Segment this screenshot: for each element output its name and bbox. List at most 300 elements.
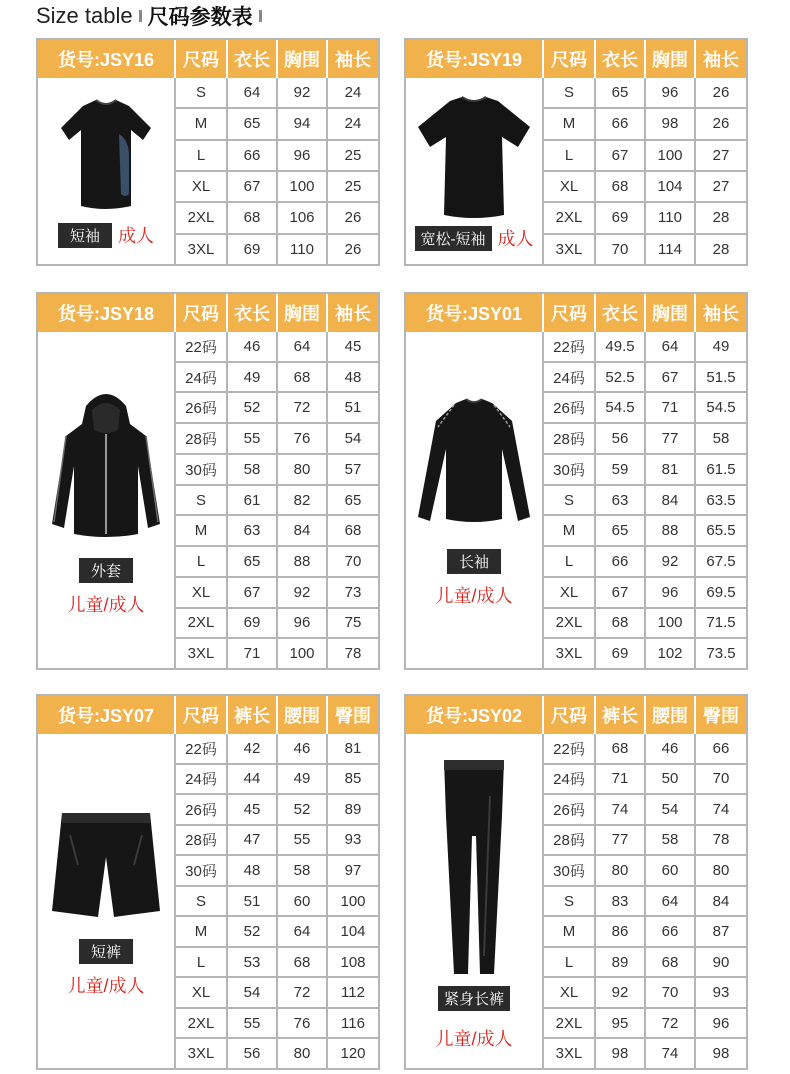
cell: 100: [340, 892, 366, 910]
table-row: [176, 639, 378, 668]
cell-size: 28码: [176, 826, 228, 855]
cell: 54: [344, 430, 362, 448]
product-code: 货号:JSY07: [38, 696, 176, 734]
col-header: 衣长: [596, 40, 646, 78]
cell: 68: [596, 734, 646, 763]
cell: 26: [344, 240, 362, 258]
cell: 83: [596, 887, 646, 916]
cell: 57: [344, 460, 362, 478]
table-row: [176, 609, 378, 640]
cell-size: 24码: [544, 363, 596, 392]
product-image-area: [38, 332, 176, 668]
cell: 106: [278, 203, 328, 232]
cell-size: M: [176, 109, 228, 138]
cell: 52: [278, 795, 328, 824]
cell: 68: [646, 948, 696, 977]
cell: 86: [596, 917, 646, 946]
cell: 65: [228, 547, 278, 576]
loose-tshirt-icon: [414, 91, 534, 221]
cell: 68: [596, 172, 646, 201]
cell: 77: [596, 826, 646, 855]
cell: 102: [646, 639, 696, 668]
cell: 93: [712, 984, 730, 1002]
col-header: 尺码: [544, 294, 596, 332]
table-row: [544, 486, 746, 517]
long-sleeve-shirt-icon: [414, 393, 534, 533]
cell: 49: [228, 363, 278, 392]
col-header: 衣长: [596, 294, 646, 332]
product-tag: 紧身长裤: [438, 986, 510, 1011]
cell: 74: [712, 800, 730, 818]
table-row: [176, 887, 378, 918]
size-table-jsy19: [404, 38, 748, 266]
col-header: 臀围: [703, 706, 739, 726]
cell: 82: [278, 486, 328, 515]
cell-size: S: [176, 486, 228, 515]
cell: 64: [278, 917, 328, 946]
cell: 80: [278, 1039, 328, 1068]
table-row: [176, 455, 378, 486]
cell: 71: [228, 639, 278, 668]
table-header: [38, 40, 378, 78]
product-image-area: [406, 734, 544, 1068]
cell: 70: [646, 978, 696, 1007]
table-row: [544, 978, 746, 1009]
cell: 63: [596, 486, 646, 515]
cell: 96: [278, 609, 328, 638]
table-row: [176, 486, 378, 517]
cell: 52.5: [596, 363, 646, 392]
table-row: [176, 235, 378, 264]
cell: 116: [341, 1014, 365, 1032]
table-row: [544, 578, 746, 609]
table-row: [544, 887, 746, 918]
table-row: [544, 1009, 746, 1040]
cell-size: 22码: [176, 332, 228, 361]
cell: 51: [344, 399, 362, 417]
cell: 76: [278, 1009, 328, 1038]
cell: 61.5: [706, 460, 736, 478]
cell: 46: [228, 332, 278, 361]
cell: 64: [646, 332, 696, 361]
cell: 65: [596, 78, 646, 107]
cell-size: 26码: [544, 795, 596, 824]
cell: 51: [228, 887, 278, 916]
table-row: [176, 765, 378, 796]
cell: 69: [596, 203, 646, 232]
cell: 67: [596, 578, 646, 607]
cell: 76: [278, 424, 328, 453]
cell-size: 2XL: [176, 609, 228, 638]
cell: 84: [646, 486, 696, 515]
col-header: 袖长: [703, 50, 739, 70]
col-header: 袖长: [335, 304, 371, 324]
table-row: [544, 856, 746, 887]
cell: 95: [596, 1009, 646, 1038]
cell: 77: [646, 424, 696, 453]
cell: 48: [228, 856, 278, 885]
cell: 71.5: [706, 614, 736, 632]
col-header: 尺码: [176, 696, 228, 734]
cell: 51.5: [706, 368, 736, 386]
title-separator-end: [259, 10, 262, 22]
cell: 49: [712, 337, 730, 355]
table-header: [406, 294, 746, 332]
cell: 49: [278, 765, 328, 794]
cell: 28: [712, 209, 730, 227]
cell: 71: [596, 765, 646, 794]
col-header: 尺码: [544, 40, 596, 78]
cell-size: L: [176, 948, 228, 977]
cell-size: 24码: [544, 765, 596, 794]
table-row: [176, 547, 378, 578]
cell-size: 26码: [176, 795, 228, 824]
cell: 68: [596, 609, 646, 638]
title-english: Size table: [36, 3, 133, 28]
cell: 54: [228, 978, 278, 1007]
cell-size: 2XL: [176, 203, 228, 232]
table-row: [544, 639, 746, 668]
cell: 100: [278, 172, 328, 201]
cell: 54.5: [596, 393, 646, 422]
cell: 96: [278, 141, 328, 170]
cell: 63.5: [706, 491, 736, 509]
cell-size: XL: [544, 578, 596, 607]
size-table-jsy07: [36, 694, 380, 1070]
cell: 26: [712, 115, 730, 133]
cell-size: L: [544, 948, 596, 977]
cell: 48: [344, 368, 362, 386]
table-row: [544, 455, 746, 486]
table-row: [176, 826, 378, 857]
cell: 68: [278, 948, 328, 977]
table-row: [544, 1039, 746, 1068]
cell-size: M: [176, 516, 228, 545]
product-image-area: [38, 78, 176, 264]
cell: 72: [646, 1009, 696, 1038]
cell: 25: [344, 146, 362, 164]
cell: 64: [646, 887, 696, 916]
cell: 28: [712, 240, 730, 258]
compression-tshirt-icon: [51, 94, 161, 214]
cell: 61: [228, 486, 278, 515]
cell: 66: [646, 917, 696, 946]
cell-size: XL: [544, 978, 596, 1007]
table-header: [406, 40, 746, 78]
cell: 67: [646, 363, 696, 392]
cell: 94: [278, 109, 328, 138]
table-row: [544, 917, 746, 948]
table-header: [38, 294, 378, 332]
table-row: [544, 393, 746, 424]
cell: 68: [344, 522, 362, 540]
table-row: [544, 547, 746, 578]
table-row: [176, 578, 378, 609]
cell: 70: [712, 770, 730, 788]
cell: 71: [646, 393, 696, 422]
table-row: [176, 948, 378, 979]
cell-size: 2XL: [544, 609, 596, 638]
cell-size: M: [544, 917, 596, 946]
col-header: 尺码: [544, 696, 596, 734]
cell-size: XL: [176, 978, 228, 1007]
cell: 89: [344, 800, 362, 818]
table-row: [544, 948, 746, 979]
product-note: 儿童/成人: [435, 585, 513, 606]
cell: 90: [712, 953, 730, 971]
table-row: [544, 109, 746, 140]
table-row: [176, 172, 378, 203]
cell: 120: [340, 1045, 366, 1063]
cell: 75: [344, 614, 362, 632]
table-row: [544, 734, 746, 765]
cell-size: 2XL: [176, 1009, 228, 1038]
product-note: 儿童/成人: [435, 1029, 513, 1049]
cell: 72: [278, 978, 328, 1007]
cell: 56: [228, 1039, 278, 1068]
cell: 69: [228, 235, 278, 264]
col-header: 衣长: [228, 40, 278, 78]
col-header: 胸围: [278, 294, 328, 332]
cell-size: L: [544, 547, 596, 576]
cell: 27: [712, 178, 730, 196]
table-row: [176, 424, 378, 455]
cell: 88: [646, 516, 696, 545]
hoodie-jacket-icon: [46, 384, 166, 544]
cell-size: 28码: [544, 826, 596, 855]
cell: 96: [646, 578, 696, 607]
cell-size: 3XL: [176, 1039, 228, 1068]
cell-size: 3XL: [176, 639, 228, 668]
product-tag: 短袖: [58, 223, 112, 248]
cell: 78: [344, 645, 362, 663]
cell: 104: [340, 923, 366, 941]
cell: 80: [712, 861, 730, 879]
col-header: 腰围: [646, 696, 696, 734]
cell-size: L: [176, 547, 228, 576]
product-code: 货号:JSY01: [406, 294, 544, 332]
cell: 26: [712, 84, 730, 102]
table-row: [176, 203, 378, 234]
table-row: [544, 332, 746, 363]
cell: 84: [712, 892, 730, 910]
product-note: 成人: [497, 229, 534, 249]
size-rows: [544, 734, 746, 1068]
table-row: [176, 1009, 378, 1040]
size-rows: [176, 734, 378, 1068]
cell: 85: [344, 770, 362, 788]
table-row: [544, 235, 746, 264]
cell: 100: [646, 609, 696, 638]
product-code: 货号:JSY16: [38, 40, 176, 78]
table-row: [544, 203, 746, 234]
cell: 44: [228, 765, 278, 794]
product-code: 货号:JSY02: [406, 696, 544, 734]
cell: 67: [596, 141, 646, 170]
cell: 81: [646, 455, 696, 484]
col-header: 袖长: [335, 50, 371, 70]
cell: 98: [712, 1045, 730, 1063]
cell: 81: [344, 739, 362, 757]
cell-size: 26码: [544, 393, 596, 422]
table-row: [176, 109, 378, 140]
cell: 59: [596, 455, 646, 484]
cell-size: 3XL: [176, 235, 228, 264]
cell-size: 30码: [544, 455, 596, 484]
cell: 69.5: [706, 583, 736, 601]
col-header: 裤长: [596, 696, 646, 734]
cell-size: 28码: [544, 424, 596, 453]
cell: 26: [344, 209, 362, 227]
cell: 65: [596, 516, 646, 545]
size-table-jsy18: [36, 292, 380, 670]
cell: 63: [228, 516, 278, 545]
size-rows: [544, 78, 746, 264]
table-row: [176, 393, 378, 424]
col-header: 胸围: [646, 40, 696, 78]
product-image-area: [406, 78, 544, 264]
cell: 93: [344, 831, 362, 849]
cell: 55: [228, 424, 278, 453]
cell: 92: [646, 547, 696, 576]
cell: 47: [228, 826, 278, 855]
size-table-jsy02: [404, 694, 748, 1070]
size-table-jsy01: [404, 292, 748, 670]
cell: 98: [646, 109, 696, 138]
product-tag: 宽松-短袖: [415, 226, 492, 251]
table-row: [176, 978, 378, 1009]
cell: 70: [596, 235, 646, 264]
table-row: [544, 424, 746, 455]
cell-size: 2XL: [544, 203, 596, 232]
cell: 97: [344, 861, 362, 879]
cell-size: S: [544, 887, 596, 916]
cell: 58: [228, 455, 278, 484]
title-chinese: 尺码参数表: [147, 6, 253, 29]
cell-size: 24码: [176, 765, 228, 794]
table-row: [176, 734, 378, 765]
cell: 110: [646, 203, 696, 232]
product-tag: 外套: [79, 558, 133, 583]
compression-tights-icon: [434, 756, 514, 978]
cell: 104: [646, 172, 696, 201]
col-header: 尺码: [176, 40, 228, 78]
cell: 42: [228, 734, 278, 763]
cell: 45: [228, 795, 278, 824]
col-header: 胸围: [646, 294, 696, 332]
table-row: [176, 1039, 378, 1068]
cell-size: 3XL: [544, 1039, 596, 1068]
cell: 66: [596, 547, 646, 576]
table-row: [544, 172, 746, 203]
table-row: [176, 795, 378, 826]
cell: 58: [278, 856, 328, 885]
cell-size: M: [544, 516, 596, 545]
product-tag: 短裤: [79, 939, 133, 964]
cell: 52: [228, 917, 278, 946]
col-header: 衣长: [228, 294, 278, 332]
cell: 45: [344, 337, 362, 355]
cell: 60: [646, 856, 696, 885]
cell: 54: [646, 795, 696, 824]
cell-size: 30码: [544, 856, 596, 885]
shorts-icon: [48, 805, 164, 925]
table-row: [176, 141, 378, 172]
cell: 70: [344, 553, 362, 570]
cell-size: L: [544, 141, 596, 170]
cell: 24: [344, 84, 362, 102]
table-row: [176, 78, 378, 109]
table-row: [176, 363, 378, 394]
cell-size: S: [176, 887, 228, 916]
cell: 92: [278, 78, 328, 107]
cell-size: XL: [176, 578, 228, 607]
cell: 65: [344, 491, 362, 509]
cell: 46: [278, 734, 328, 763]
cell: 92: [278, 578, 328, 607]
cell-size: 22码: [544, 734, 596, 763]
table-row: [544, 826, 746, 857]
cell: 69: [596, 639, 646, 668]
cell-size: L: [176, 141, 228, 170]
table-row: [176, 856, 378, 887]
col-header: 腰围: [278, 696, 328, 734]
cell: 112: [341, 984, 365, 1002]
cell-size: 3XL: [544, 235, 596, 264]
cell: 73: [344, 583, 362, 601]
table-row: [544, 795, 746, 826]
product-note: 儿童/成人: [67, 594, 145, 615]
cell-size: 2XL: [544, 1009, 596, 1038]
cell: 74: [646, 1039, 696, 1068]
cell: 84: [278, 516, 328, 545]
cell: 64: [228, 78, 278, 107]
cell: 67: [228, 172, 278, 201]
cell-size: M: [176, 917, 228, 946]
cell: 68: [228, 203, 278, 232]
cell: 58: [646, 826, 696, 855]
table-row: [544, 363, 746, 394]
table-row: [544, 141, 746, 172]
col-header: 臀围: [335, 706, 371, 726]
table-row: [544, 765, 746, 796]
col-header: 袖长: [703, 304, 739, 324]
table-row: [176, 917, 378, 948]
product-image-area: [406, 332, 544, 668]
title-separator: [139, 10, 142, 22]
table-row: [544, 78, 746, 109]
cell-size: M: [544, 109, 596, 138]
table-row: [544, 609, 746, 640]
cell: 24: [344, 115, 362, 133]
col-header: 尺码: [176, 294, 228, 332]
cell: 69: [228, 609, 278, 638]
col-header: 胸围: [278, 40, 328, 78]
cell-size: XL: [176, 172, 228, 201]
size-table-jsy16: [36, 38, 380, 266]
cell: 80: [278, 455, 328, 484]
cell-size: 30码: [176, 856, 228, 885]
cell: 98: [596, 1039, 646, 1068]
cell: 58: [712, 430, 730, 448]
cell: 87: [712, 923, 730, 941]
cell: 66: [596, 109, 646, 138]
cell: 66: [228, 141, 278, 170]
product-image-area: [38, 734, 176, 1068]
cell: 55: [228, 1009, 278, 1038]
size-rows: [176, 332, 378, 668]
cell: 65: [228, 109, 278, 138]
